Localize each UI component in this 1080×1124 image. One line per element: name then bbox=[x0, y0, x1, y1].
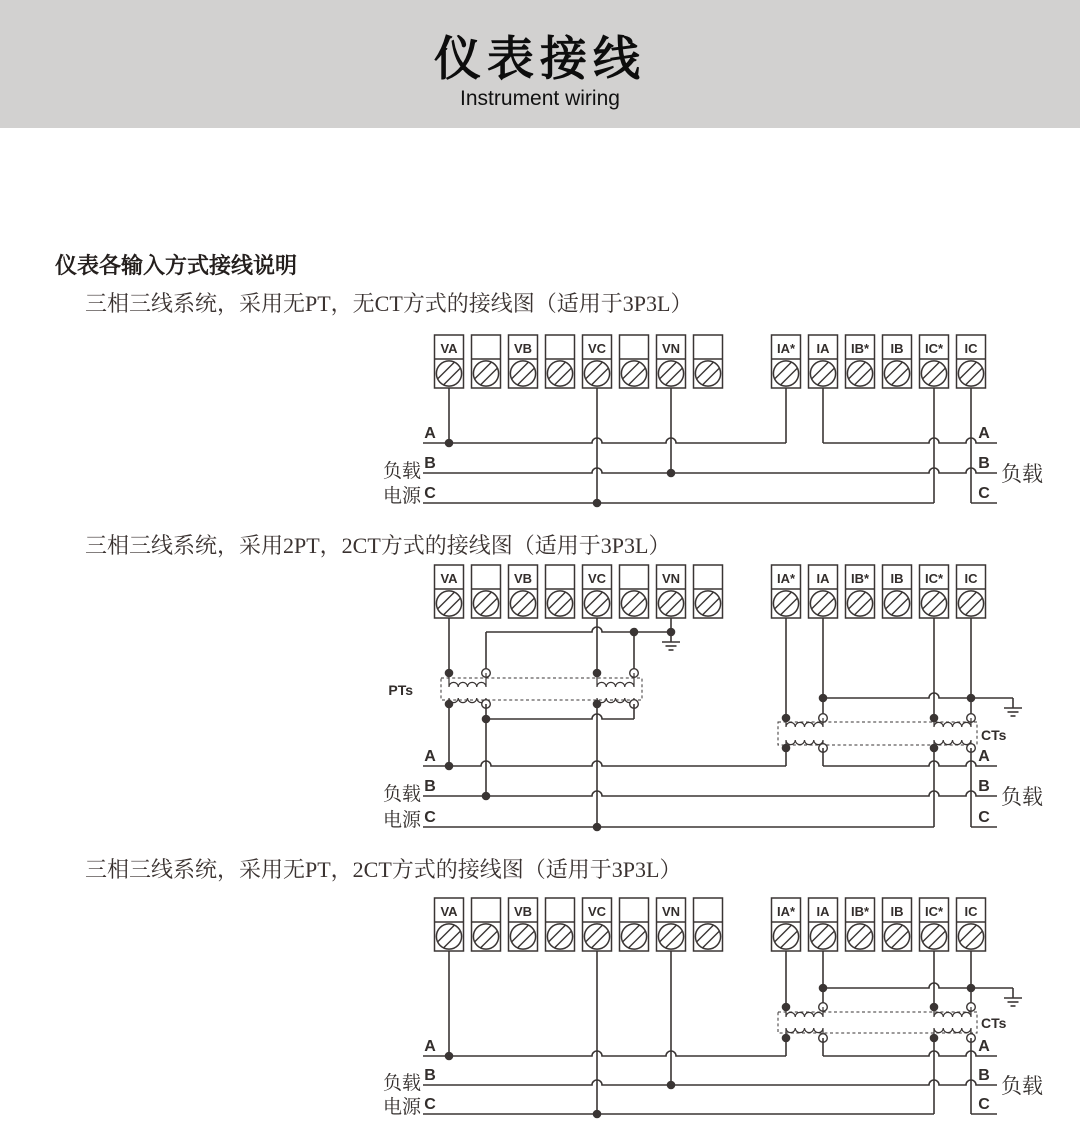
page-subtitle: Instrument wiring bbox=[460, 87, 620, 110]
pt-group-label: PTs bbox=[388, 682, 413, 698]
diagram-caption-2: 三相三线系统，采用2PT，2CT方式的接线图（适用于3P3L） bbox=[85, 533, 671, 558]
phase-label-left: A bbox=[424, 425, 436, 442]
source-label-left: 电源 bbox=[383, 486, 422, 507]
phase-label-left: B bbox=[424, 1067, 436, 1084]
diagram-1 bbox=[383, 335, 1043, 507]
phase-label-right: A bbox=[978, 748, 990, 765]
terminal-label: VB bbox=[513, 571, 533, 586]
terminal-label: VB bbox=[513, 341, 533, 356]
terminal-label: IC bbox=[964, 341, 978, 356]
phase-label-left: A bbox=[424, 1038, 436, 1055]
ct-group-label: CTs bbox=[981, 727, 1007, 743]
terminal-label: IA bbox=[816, 904, 830, 919]
load-label-right: 负载 bbox=[1001, 785, 1043, 809]
phase-label-left: C bbox=[424, 809, 436, 826]
diagram-2 bbox=[383, 565, 1043, 831]
terminal-label: IB bbox=[890, 904, 904, 919]
phase-label-left: B bbox=[424, 778, 436, 795]
terminal-label: VC bbox=[587, 904, 607, 919]
terminal-label: VN bbox=[661, 904, 681, 919]
terminal-label: IA* bbox=[776, 904, 796, 919]
diagram-caption-1: 三相三线系统，采用无PT，无CT方式的接线图（适用于3P3L） bbox=[85, 291, 693, 316]
terminal-label: IB bbox=[890, 571, 904, 586]
phase-label-right: C bbox=[978, 1096, 990, 1113]
source-label-left: 电源 bbox=[383, 1097, 422, 1118]
phase-label-right: C bbox=[978, 485, 990, 502]
source-label-left: 电源 bbox=[383, 810, 422, 831]
terminal-label: IA bbox=[816, 341, 830, 356]
terminal-label: IC* bbox=[924, 571, 944, 586]
phase-label-left: B bbox=[424, 455, 436, 472]
terminal-label: IA bbox=[816, 571, 830, 586]
terminal-label: IC* bbox=[924, 341, 944, 356]
load-label-left: 负载 bbox=[383, 1073, 422, 1094]
phase-label-right: B bbox=[978, 778, 990, 795]
diagram-3 bbox=[383, 898, 1043, 1118]
terminal-label: VB bbox=[513, 904, 533, 919]
phase-label-left: C bbox=[424, 1096, 436, 1113]
terminal-label: IB bbox=[890, 341, 904, 356]
load-label-right: 负载 bbox=[1001, 1074, 1043, 1098]
ct-group-label: CTs bbox=[981, 1015, 1007, 1031]
load-label-left: 负载 bbox=[383, 784, 422, 805]
terminal-label: IB* bbox=[850, 904, 870, 919]
terminal-label: VA bbox=[440, 904, 458, 919]
terminal-label: IA* bbox=[776, 571, 796, 586]
terminal-label: IB* bbox=[850, 341, 870, 356]
terminal-label: IC* bbox=[924, 904, 944, 919]
terminal-label: VC bbox=[587, 571, 607, 586]
terminal-label: IB* bbox=[850, 571, 870, 586]
terminal-label: IA* bbox=[776, 341, 796, 356]
page-title: 仪表接线 bbox=[434, 32, 646, 85]
diagram-caption-3: 三相三线系统，采用无PT，2CT方式的接线图（适用于3P3L） bbox=[85, 857, 682, 882]
terminal-label: VN bbox=[661, 571, 681, 586]
terminal-label: VA bbox=[440, 571, 458, 586]
phase-label-right: B bbox=[978, 455, 990, 472]
load-label-right: 负载 bbox=[1001, 462, 1043, 486]
phase-label-right: A bbox=[978, 1038, 990, 1055]
phase-label-right: B bbox=[978, 1067, 990, 1084]
phase-label-left: A bbox=[424, 748, 436, 765]
phase-label-right: C bbox=[978, 809, 990, 826]
terminal-label: VC bbox=[587, 341, 607, 356]
phase-label-right: A bbox=[978, 425, 990, 442]
terminal-label: IC bbox=[964, 904, 978, 919]
terminal-label: IC bbox=[964, 571, 978, 586]
section-heading: 仪表各输入方式接线说明 bbox=[55, 253, 298, 278]
terminal-label: VA bbox=[440, 341, 458, 356]
terminal-label: VN bbox=[661, 341, 681, 356]
phase-label-left: C bbox=[424, 485, 436, 502]
load-label-left: 负载 bbox=[383, 461, 422, 482]
